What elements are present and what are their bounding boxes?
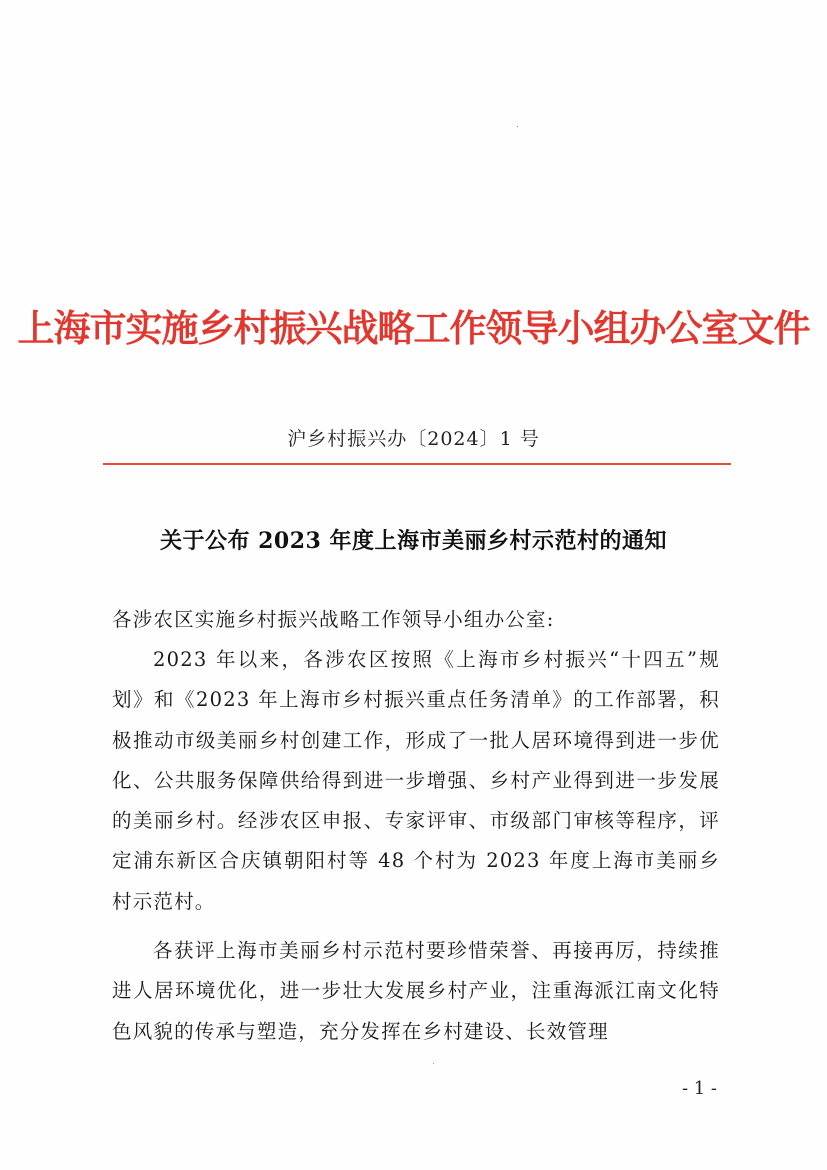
page-number: - 1 - xyxy=(681,1078,717,1099)
scan-speck xyxy=(433,1063,434,1064)
red-separator-line xyxy=(103,463,731,465)
document-number: 沪乡村振兴办〔2024〕1 号 xyxy=(287,428,540,450)
issuing-office-header: 上海市实施乡村振兴战略工作领导小组办公室文件 xyxy=(17,306,810,350)
body-paragraph-1: 2023 年以来，各涉农区按照《上海市乡村振兴“十四五”规划》和《2023 年上海市乡村振兴重点任务清单》的工作部署，积极推动市级美丽乡村创建工作，形成了一批人居环境得到进一步优化、公共服务保障供给得到进一步增强、乡村产业得到进一步发展的美丽乡村。经涉农区申报、专家评审、市级部门审核等程序，评定浦东新区合庆镇朝阳村等 48 个村为 2023 年度上海市美丽乡村示范村。 xyxy=(112,648,720,913)
body-paragraph-2: 各获评上海市美丽乡村示范村要珍惜荣誉、再接再厉，持续推进人居环境优化，进一步壮大发展乡村产业，注重海派江南文化特色风貌的传承与塑造，充分发挥在乡村建设、长效管理 xyxy=(112,939,720,1043)
notice-title: 关于公布 2023 年度上海市美丽乡村示范村的通知 xyxy=(159,528,668,554)
scan-speck xyxy=(517,126,518,127)
salutation: 各涉农区实施乡村振兴战略工作领导小组办公室: xyxy=(112,608,555,631)
